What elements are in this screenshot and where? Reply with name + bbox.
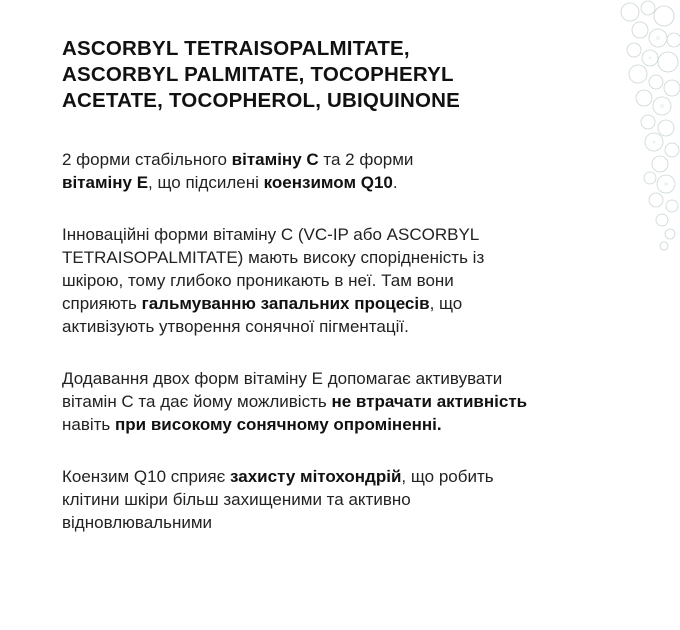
text-span: , що робить клітини шкіри більш захищеними та активно відновлювальними bbox=[62, 467, 494, 532]
heading-line: ASCORBYL TETRAISOPALMITATE, bbox=[62, 37, 410, 60]
product-description bbox=[62, 36, 532, 534]
bubble-foam-decoration-icon bbox=[560, 0, 680, 260]
vitamin-c-paragraph bbox=[62, 223, 532, 338]
bold-span: гальмуванню запальних процесів bbox=[141, 294, 430, 313]
coenzyme-paragraph bbox=[62, 465, 532, 534]
bold-span: не втрачати активність bbox=[331, 392, 528, 411]
bold-span: при високому сонячному опроміненні. bbox=[115, 415, 442, 434]
bold-span: вітаміну Е bbox=[62, 173, 149, 192]
text-span: , що активізують утворення сонячної пігментації. bbox=[62, 294, 463, 336]
text-span: , що підсилені bbox=[148, 173, 264, 192]
text-span: Інноваційні форми вітаміну С (VC-IP або ASCORBYL TETRAISOPALMITATE) мають високу спорідненість із шкірою, тому глибоко проникають в неї. Там вони сприяють bbox=[62, 225, 485, 313]
text-span: 2 форми стабільного bbox=[62, 150, 232, 169]
text-span: Коензим Q10 сприяє bbox=[62, 467, 231, 486]
text-span: . bbox=[392, 173, 398, 192]
text-span: Додавання двох форм вітаміну Е допомагає активувати вітамін С та дає йому можливість bbox=[62, 369, 503, 411]
heading-line: ACETATE, TOCOPHEROL, UBIQUINONE bbox=[62, 89, 460, 112]
bold-span: вітаміну С bbox=[231, 150, 319, 169]
heading-line: ASCORBYL PALMITATE, TOCOPHERYL bbox=[62, 63, 454, 86]
text-span: та 2 форми bbox=[318, 150, 414, 169]
bold-span: захисту мітохондрій bbox=[230, 467, 402, 486]
ingredients-heading bbox=[62, 36, 532, 114]
vitamin-e-paragraph bbox=[62, 367, 532, 436]
vitamin-forms-paragraph bbox=[62, 148, 532, 194]
text-span: навіть bbox=[62, 415, 116, 434]
bold-span: коензимом Q10 bbox=[263, 173, 393, 192]
